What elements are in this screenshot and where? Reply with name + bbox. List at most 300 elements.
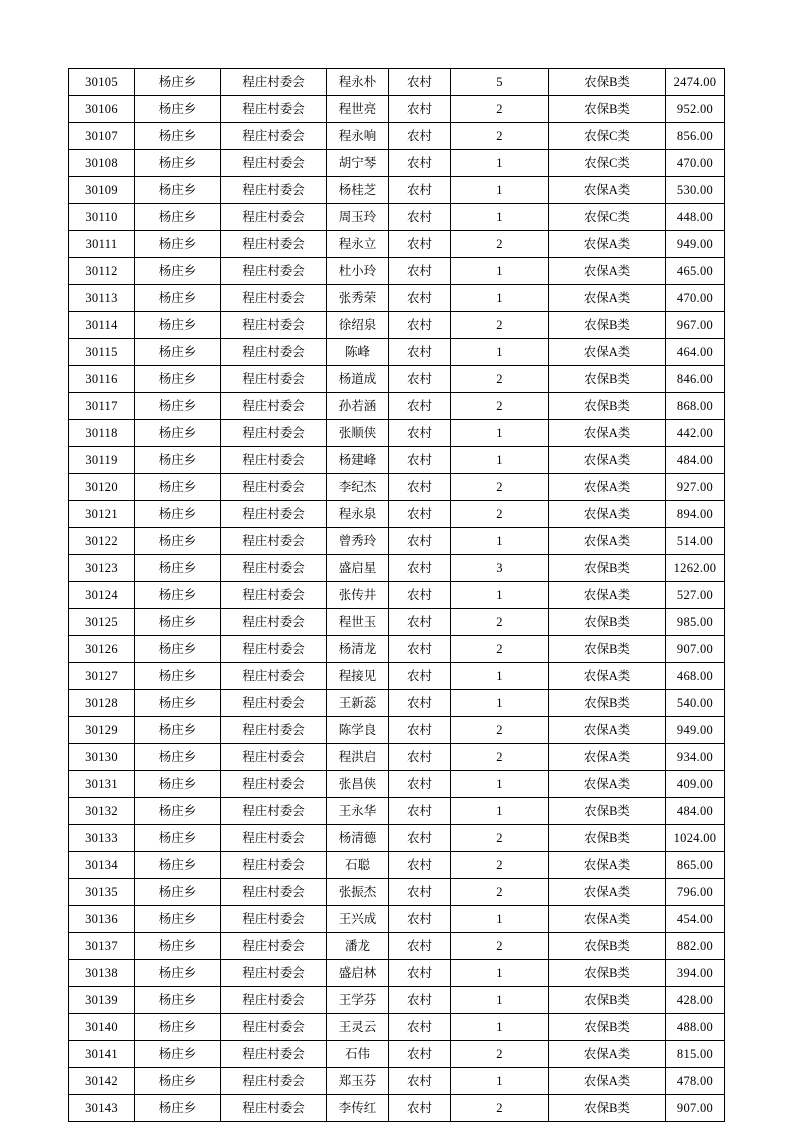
- table-cell: 30138: [69, 960, 135, 987]
- table-cell: 杨庄乡: [135, 69, 221, 96]
- table-cell: 杨庄乡: [135, 852, 221, 879]
- table-row: [69, 933, 725, 960]
- table-cell: 农保B类: [549, 960, 666, 987]
- table-cell: 杨道成: [327, 366, 389, 393]
- table-cell: 程庄村委会: [221, 1095, 327, 1122]
- table-cell: 程永响: [327, 123, 389, 150]
- table-cell: 程庄村委会: [221, 150, 327, 177]
- table-cell: 468.00: [666, 663, 725, 690]
- table-cell: 程庄村委会: [221, 285, 327, 312]
- table-cell: 农保A类: [549, 1068, 666, 1095]
- table-cell: 王新蕊: [327, 690, 389, 717]
- table-cell: 846.00: [666, 366, 725, 393]
- table-cell: 农保A类: [549, 852, 666, 879]
- table-cell: 30119: [69, 447, 135, 474]
- table-cell: 李纪杰: [327, 474, 389, 501]
- table-cell: 农村: [389, 987, 451, 1014]
- table-cell: 程庄村委会: [221, 177, 327, 204]
- table-cell: 30135: [69, 879, 135, 906]
- table-cell: 杨建峰: [327, 447, 389, 474]
- table-cell: 1: [451, 582, 549, 609]
- table-row: [69, 690, 725, 717]
- table-row: [69, 339, 725, 366]
- table-cell: 农保A类: [549, 717, 666, 744]
- table-cell: 杨庄乡: [135, 366, 221, 393]
- table-cell: 30142: [69, 1068, 135, 1095]
- table-cell: 1: [451, 447, 549, 474]
- table-cell: 农村: [389, 555, 451, 582]
- table-cell: 30116: [69, 366, 135, 393]
- table-cell: 796.00: [666, 879, 725, 906]
- table-cell: 杨庄乡: [135, 393, 221, 420]
- table-cell: 程庄村委会: [221, 825, 327, 852]
- table-cell: 杨庄乡: [135, 609, 221, 636]
- table-cell: 30108: [69, 150, 135, 177]
- table-cell: 2: [451, 744, 549, 771]
- table-cell: 1: [451, 528, 549, 555]
- table-cell: 杨庄乡: [135, 474, 221, 501]
- table-cell: 30123: [69, 555, 135, 582]
- table-cell: 杨庄乡: [135, 582, 221, 609]
- table-cell: 程庄村委会: [221, 231, 327, 258]
- table-cell: 1: [451, 339, 549, 366]
- table-row: [69, 582, 725, 609]
- table-cell: 程永朴: [327, 69, 389, 96]
- table-cell: 1: [451, 771, 549, 798]
- table-cell: 30105: [69, 69, 135, 96]
- table-cell: 杨庄乡: [135, 96, 221, 123]
- table-row: [69, 663, 725, 690]
- table-cell: 杨庄乡: [135, 258, 221, 285]
- table-row: [69, 123, 725, 150]
- table-cell: 程世亮: [327, 96, 389, 123]
- table-cell: 30106: [69, 96, 135, 123]
- table-cell: 农村: [389, 717, 451, 744]
- table-cell: 程庄村委会: [221, 933, 327, 960]
- table-cell: 农保A类: [549, 582, 666, 609]
- table-cell: 农村: [389, 528, 451, 555]
- table-cell: 30141: [69, 1041, 135, 1068]
- table-cell: 农保B类: [549, 933, 666, 960]
- table-cell: 王永华: [327, 798, 389, 825]
- table-cell: 30111: [69, 231, 135, 258]
- table-row: [69, 1068, 725, 1095]
- table-cell: 农保B类: [549, 393, 666, 420]
- table-cell: 30114: [69, 312, 135, 339]
- table-cell: 农保C类: [549, 204, 666, 231]
- table-row: [69, 879, 725, 906]
- table-cell: 30113: [69, 285, 135, 312]
- table-cell: 程永立: [327, 231, 389, 258]
- table-cell: 394.00: [666, 960, 725, 987]
- table-cell: 农保A类: [549, 879, 666, 906]
- table-cell: 农村: [389, 447, 451, 474]
- table-cell: 杨庄乡: [135, 555, 221, 582]
- table-row: [69, 474, 725, 501]
- table-cell: 程洪启: [327, 744, 389, 771]
- table-cell: 程庄村委会: [221, 366, 327, 393]
- table-cell: 农保A类: [549, 285, 666, 312]
- table-cell: 30107: [69, 123, 135, 150]
- table-cell: 农村: [389, 123, 451, 150]
- table-cell: 杨庄乡: [135, 771, 221, 798]
- table-cell: 30120: [69, 474, 135, 501]
- table-cell: 杨庄乡: [135, 798, 221, 825]
- table-cell: 30129: [69, 717, 135, 744]
- table-cell: 815.00: [666, 1041, 725, 1068]
- table-cell: 409.00: [666, 771, 725, 798]
- table-cell: 程庄村委会: [221, 312, 327, 339]
- table-row: [69, 1014, 725, 1041]
- table-cell: 农村: [389, 96, 451, 123]
- table-cell: 30131: [69, 771, 135, 798]
- table-cell: 程庄村委会: [221, 717, 327, 744]
- table-cell: 30126: [69, 636, 135, 663]
- table-cell: 农村: [389, 1014, 451, 1041]
- table-row: [69, 366, 725, 393]
- table-cell: 30122: [69, 528, 135, 555]
- table-cell: 30140: [69, 1014, 135, 1041]
- table-cell: 杨清龙: [327, 636, 389, 663]
- table-cell: 张顺侠: [327, 420, 389, 447]
- table-cell: 农保B类: [549, 1014, 666, 1041]
- table-cell: 王兴成: [327, 906, 389, 933]
- table-cell: 农保B类: [549, 690, 666, 717]
- table-cell: 程庄村委会: [221, 852, 327, 879]
- table-cell: 杨庄乡: [135, 285, 221, 312]
- table-cell: 杨庄乡: [135, 1068, 221, 1095]
- table-cell: 1: [451, 1014, 549, 1041]
- table-cell: 农村: [389, 852, 451, 879]
- table-cell: 杨庄乡: [135, 879, 221, 906]
- table-cell: 杨庄乡: [135, 744, 221, 771]
- table-cell: 杨庄乡: [135, 204, 221, 231]
- table-cell: 952.00: [666, 96, 725, 123]
- table-cell: 农保A类: [549, 906, 666, 933]
- table-cell: 856.00: [666, 123, 725, 150]
- table-cell: 1: [451, 1068, 549, 1095]
- table-cell: 程永泉: [327, 501, 389, 528]
- table-row: [69, 798, 725, 825]
- table-cell: 农村: [389, 933, 451, 960]
- table-cell: 1: [451, 150, 549, 177]
- table-cell: 农保B类: [549, 987, 666, 1014]
- table-body: [69, 69, 725, 1122]
- table-cell: 王学芬: [327, 987, 389, 1014]
- table-cell: 程庄村委会: [221, 69, 327, 96]
- table-cell: 448.00: [666, 204, 725, 231]
- table-cell: 2: [451, 636, 549, 663]
- table-row: [69, 636, 725, 663]
- table-cell: 907.00: [666, 636, 725, 663]
- table-cell: 农村: [389, 906, 451, 933]
- table-cell: 农保A类: [549, 231, 666, 258]
- table-cell: 杨庄乡: [135, 312, 221, 339]
- table-cell: 2: [451, 609, 549, 636]
- table-cell: 农保A类: [549, 420, 666, 447]
- table-cell: 石聪: [327, 852, 389, 879]
- table-cell: 盛启星: [327, 555, 389, 582]
- table-cell: 农村: [389, 366, 451, 393]
- table-cell: 949.00: [666, 231, 725, 258]
- table-cell: 30134: [69, 852, 135, 879]
- table-cell: 农保B类: [549, 555, 666, 582]
- table-row: [69, 555, 725, 582]
- table-row: [69, 771, 725, 798]
- table-cell: 张昌侠: [327, 771, 389, 798]
- table-cell: 农村: [389, 312, 451, 339]
- table-cell: 郑玉芬: [327, 1068, 389, 1095]
- table-cell: 程庄村委会: [221, 258, 327, 285]
- table-cell: 农村: [389, 474, 451, 501]
- table-cell: 1024.00: [666, 825, 725, 852]
- table-cell: 农村: [389, 582, 451, 609]
- table-cell: 徐绍泉: [327, 312, 389, 339]
- table-cell: 30136: [69, 906, 135, 933]
- table-cell: 陈峰: [327, 339, 389, 366]
- table-cell: 曾秀玲: [327, 528, 389, 555]
- table-cell: 农保A类: [549, 744, 666, 771]
- table-cell: 杨庄乡: [135, 690, 221, 717]
- table-cell: 农保B类: [549, 1095, 666, 1122]
- table-cell: 农村: [389, 150, 451, 177]
- table-cell: 985.00: [666, 609, 725, 636]
- table-cell: 1: [451, 987, 549, 1014]
- table-cell: 程庄村委会: [221, 555, 327, 582]
- table-cell: 胡宁琴: [327, 150, 389, 177]
- table-cell: 1: [451, 798, 549, 825]
- table-cell: 潘龙: [327, 933, 389, 960]
- table-row: [69, 852, 725, 879]
- table-cell: 程庄村委会: [221, 663, 327, 690]
- table-cell: 农村: [389, 771, 451, 798]
- table-cell: 30127: [69, 663, 135, 690]
- table-cell: 程庄村委会: [221, 96, 327, 123]
- table-row: [69, 717, 725, 744]
- table-cell: 2: [451, 1041, 549, 1068]
- table-cell: 农村: [389, 69, 451, 96]
- table-cell: 程庄村委会: [221, 447, 327, 474]
- table-cell: 农村: [389, 879, 451, 906]
- table-cell: 杨庄乡: [135, 1095, 221, 1122]
- table-cell: 1: [451, 906, 549, 933]
- table-cell: 30143: [69, 1095, 135, 1122]
- table-cell: 程庄村委会: [221, 690, 327, 717]
- table-cell: 杨桂芝: [327, 177, 389, 204]
- table-cell: 农保A类: [549, 1041, 666, 1068]
- table-row: [69, 150, 725, 177]
- table-cell: 1: [451, 690, 549, 717]
- table-cell: 1: [451, 258, 549, 285]
- table-cell: 30112: [69, 258, 135, 285]
- table-cell: 农保A类: [549, 447, 666, 474]
- table-cell: 927.00: [666, 474, 725, 501]
- table-cell: 程庄村委会: [221, 501, 327, 528]
- table-cell: 农保C类: [549, 123, 666, 150]
- table-cell: 2: [451, 717, 549, 744]
- table-cell: 1: [451, 420, 549, 447]
- table-cell: 杨庄乡: [135, 339, 221, 366]
- table-cell: 农村: [389, 177, 451, 204]
- table-row: [69, 501, 725, 528]
- table-cell: 农村: [389, 663, 451, 690]
- table-cell: 农村: [389, 258, 451, 285]
- table-cell: 488.00: [666, 1014, 725, 1041]
- table-cell: 农保B类: [549, 69, 666, 96]
- table-row: [69, 96, 725, 123]
- table-cell: 1262.00: [666, 555, 725, 582]
- table-row: [69, 420, 725, 447]
- table-cell: 30121: [69, 501, 135, 528]
- table-cell: 949.00: [666, 717, 725, 744]
- table-cell: 527.00: [666, 582, 725, 609]
- table-row: [69, 744, 725, 771]
- table-cell: 540.00: [666, 690, 725, 717]
- table-row: [69, 609, 725, 636]
- table-cell: 农村: [389, 339, 451, 366]
- table-cell: 465.00: [666, 258, 725, 285]
- table-cell: 1: [451, 960, 549, 987]
- table-cell: 杨庄乡: [135, 150, 221, 177]
- table-cell: 程庄村委会: [221, 609, 327, 636]
- table-row: [69, 69, 725, 96]
- table-cell: 农保A类: [549, 501, 666, 528]
- table-cell: 1: [451, 285, 549, 312]
- table-row: [69, 231, 725, 258]
- table-cell: 2: [451, 879, 549, 906]
- table-cell: 杨庄乡: [135, 663, 221, 690]
- table-cell: 农保B类: [549, 825, 666, 852]
- table-cell: 1: [451, 204, 549, 231]
- table-cell: 杨清德: [327, 825, 389, 852]
- table-cell: 2: [451, 825, 549, 852]
- table-cell: 程庄村委会: [221, 123, 327, 150]
- table-cell: 农村: [389, 204, 451, 231]
- table-cell: 农村: [389, 501, 451, 528]
- table-row: [69, 447, 725, 474]
- table-row: [69, 177, 725, 204]
- table-cell: 2: [451, 474, 549, 501]
- table-cell: 农保A类: [549, 663, 666, 690]
- table-cell: 周玉玲: [327, 204, 389, 231]
- subsidy-table: [68, 68, 725, 1122]
- table-cell: 30139: [69, 987, 135, 1014]
- table-cell: 杨庄乡: [135, 1041, 221, 1068]
- table-cell: 30132: [69, 798, 135, 825]
- table-cell: 1: [451, 663, 549, 690]
- table-cell: 2: [451, 393, 549, 420]
- table-cell: 30115: [69, 339, 135, 366]
- table-cell: 陈学良: [327, 717, 389, 744]
- table-cell: 478.00: [666, 1068, 725, 1095]
- table-cell: 农保A类: [549, 528, 666, 555]
- table-cell: 农村: [389, 285, 451, 312]
- table-cell: 农保B类: [549, 636, 666, 663]
- table-cell: 杨庄乡: [135, 501, 221, 528]
- table-cell: 程庄村委会: [221, 906, 327, 933]
- table-cell: 470.00: [666, 285, 725, 312]
- table-cell: 程庄村委会: [221, 798, 327, 825]
- table-cell: 程庄村委会: [221, 393, 327, 420]
- table-cell: 农保A类: [549, 771, 666, 798]
- table-cell: 石伟: [327, 1041, 389, 1068]
- table-cell: 865.00: [666, 852, 725, 879]
- table-cell: 农保B类: [549, 366, 666, 393]
- table-row: [69, 960, 725, 987]
- table-cell: 农村: [389, 690, 451, 717]
- table-cell: 530.00: [666, 177, 725, 204]
- table-cell: 杨庄乡: [135, 960, 221, 987]
- table-cell: 2: [451, 96, 549, 123]
- table-cell: 907.00: [666, 1095, 725, 1122]
- table-cell: 王灵云: [327, 1014, 389, 1041]
- table-cell: 李传红: [327, 1095, 389, 1122]
- table-cell: 1: [451, 177, 549, 204]
- table-cell: 杨庄乡: [135, 447, 221, 474]
- table-cell: 442.00: [666, 420, 725, 447]
- table-cell: 农保A类: [549, 339, 666, 366]
- table-cell: 农村: [389, 1095, 451, 1122]
- table-cell: 程接见: [327, 663, 389, 690]
- table-cell: 杨庄乡: [135, 1014, 221, 1041]
- table-cell: 孙若涵: [327, 393, 389, 420]
- table-cell: 杨庄乡: [135, 825, 221, 852]
- table-row: [69, 825, 725, 852]
- table-cell: 2: [451, 312, 549, 339]
- table-cell: 2: [451, 366, 549, 393]
- table-cell: 5: [451, 69, 549, 96]
- table-cell: 农村: [389, 231, 451, 258]
- table-cell: 杨庄乡: [135, 231, 221, 258]
- table-cell: 盛启林: [327, 960, 389, 987]
- table-cell: 454.00: [666, 906, 725, 933]
- table-cell: 30133: [69, 825, 135, 852]
- table-cell: 农保A类: [549, 258, 666, 285]
- table-cell: 934.00: [666, 744, 725, 771]
- table-cell: 2474.00: [666, 69, 725, 96]
- table-row: [69, 204, 725, 231]
- table-cell: 杨庄乡: [135, 420, 221, 447]
- table-cell: 农村: [389, 744, 451, 771]
- table-cell: 2: [451, 933, 549, 960]
- table-cell: 杨庄乡: [135, 528, 221, 555]
- table-row: [69, 258, 725, 285]
- table-cell: 程庄村委会: [221, 420, 327, 447]
- table-cell: 杨庄乡: [135, 636, 221, 663]
- table-cell: 杨庄乡: [135, 987, 221, 1014]
- table-cell: 程庄村委会: [221, 582, 327, 609]
- table-cell: 程庄村委会: [221, 339, 327, 366]
- table-cell: 2: [451, 231, 549, 258]
- table-cell: 杨庄乡: [135, 906, 221, 933]
- table-cell: 2: [451, 123, 549, 150]
- table-cell: 30125: [69, 609, 135, 636]
- table-cell: 868.00: [666, 393, 725, 420]
- table-cell: 484.00: [666, 798, 725, 825]
- table-cell: 428.00: [666, 987, 725, 1014]
- table-cell: 470.00: [666, 150, 725, 177]
- table-cell: 杜小玲: [327, 258, 389, 285]
- table-cell: 杨庄乡: [135, 177, 221, 204]
- table-cell: 程庄村委会: [221, 744, 327, 771]
- table-cell: 30110: [69, 204, 135, 231]
- table-cell: 农保A类: [549, 474, 666, 501]
- table-cell: 农保A类: [549, 177, 666, 204]
- table-cell: 程庄村委会: [221, 987, 327, 1014]
- table-cell: 张振杰: [327, 879, 389, 906]
- table-cell: 30109: [69, 177, 135, 204]
- table-cell: 杨庄乡: [135, 933, 221, 960]
